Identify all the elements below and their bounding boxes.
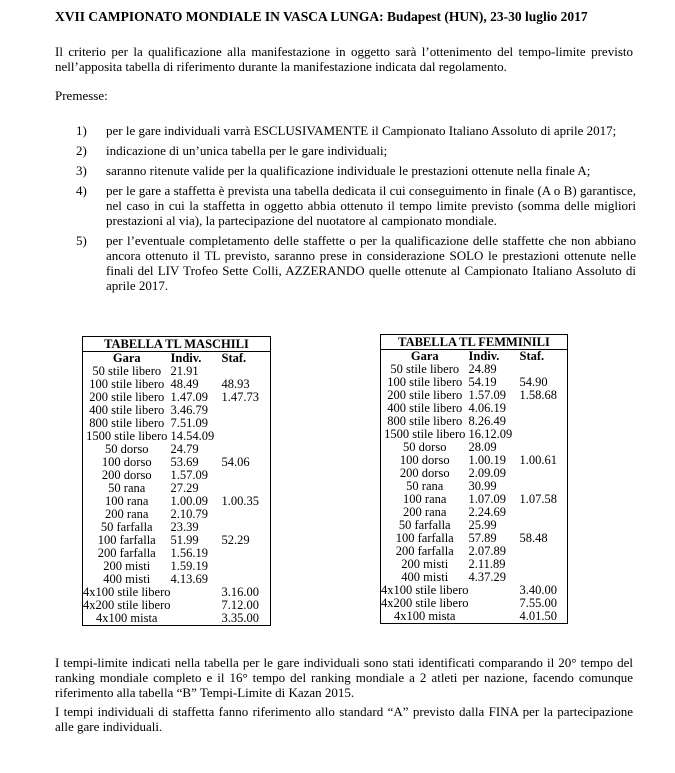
cell-indiv: 24.89: [468, 362, 497, 376]
cell-gara: 50 dorso: [105, 442, 149, 456]
cell-staf: 4.01.50: [519, 609, 557, 623]
cell-gara: 4x100 stile libero: [381, 583, 469, 597]
cell-indiv: 4.13.69: [170, 572, 208, 586]
cell-staf: [520, 415, 568, 428]
table-body: [381, 363, 567, 623]
cell-staf: [520, 545, 568, 558]
cell-indiv: [171, 599, 222, 612]
table-femminili: [380, 334, 568, 624]
cell-staf: 3.35.00: [221, 611, 259, 625]
cell-gara: 200 rana: [105, 507, 149, 521]
cell-indiv: 1.07.09: [468, 492, 506, 506]
cell-gara: 4x100 stile libero: [83, 585, 171, 599]
cell-gara: 1500 stile libero: [86, 429, 168, 443]
cell-staf: 1.47.73: [221, 390, 259, 404]
cell-indiv: 27.29: [170, 481, 199, 495]
list-item: [76, 233, 636, 293]
cell-indiv: 16.12.09: [468, 427, 513, 441]
cell-gara: 50 farfalla: [100, 520, 153, 534]
header-staf: Staf.: [221, 351, 247, 365]
cell-gara: 100 dorso: [101, 455, 152, 469]
cell-gara: 100 rana: [105, 494, 149, 508]
item-text: per le gare individuali varrà ESCLUSIVAMENTE il Campionato Italiano Assoluto di aprile 2017;: [106, 123, 617, 138]
cell-indiv: 23.39: [170, 520, 199, 534]
cell-staf: 52.29: [221, 533, 250, 547]
list-item: [76, 183, 636, 228]
cell-gara: 800 stile libero: [89, 416, 165, 430]
cell-staf: [222, 560, 271, 573]
cell-gara: 400 stile libero: [89, 403, 165, 417]
cell-indiv: 28.09: [468, 440, 497, 454]
cell-staf: [222, 508, 271, 521]
cell-gara: 200 rana: [403, 505, 447, 519]
cell-staf: 3.40.00: [519, 583, 557, 597]
item-number: 3): [76, 163, 87, 178]
cell-gara: 4x100 mista: [394, 609, 456, 623]
list-item: [76, 163, 636, 178]
cell-staf: 7.12.00: [221, 598, 259, 612]
cell-gara: 400 stile libero: [387, 401, 463, 415]
cell-indiv: 1.57.09: [468, 388, 506, 402]
cell-staf: 1.07.58: [519, 492, 557, 506]
header-staf: Staf.: [519, 349, 545, 363]
table-maschili: [82, 336, 271, 626]
item-number: 4): [76, 183, 87, 198]
cell-indiv: 7.51.09: [170, 416, 208, 430]
cell-gara: 800 stile libero: [387, 414, 463, 428]
document-title: XVII CAMPIONATO MONDIALE IN VASCA LUNGA: Budapest (HUN), 23-30 luglio 2017: [55, 9, 588, 24]
cell-gara: 50 farfalla: [398, 518, 451, 532]
cell-indiv: 2.24.69: [468, 505, 506, 519]
cell-indiv: 1.56.19: [170, 546, 208, 560]
cell-gara: 200 stile libero: [89, 390, 165, 404]
cell-staf: 54.90: [519, 375, 548, 389]
cell-gara: 400 misti: [103, 572, 151, 586]
cell-gara: 100 stile libero: [89, 377, 165, 391]
footer-paragraph-1: I tempi-limite indicati nella tabella per le gare individuali sono stati identificati comparando il 20° tempo del ranking mondiale completo e il 16° tempo del ranking mondiale a 2 atleti per nazione, facendo comunque riferimento alla tabella “B” Tempi-Limite di Kazan 2015.: [55, 655, 633, 700]
cell-indiv: 14.54.09: [170, 429, 215, 443]
cell-gara: 100 farfalla: [395, 531, 454, 545]
cell-gara: 50 rana: [406, 479, 444, 493]
cell-indiv: 2.10.79: [170, 507, 208, 521]
cell-gara: 50 stile libero: [92, 364, 162, 378]
table-row: [381, 610, 567, 623]
cell-indiv: 4.37.29: [468, 570, 506, 584]
cell-gara: 50 stile libero: [390, 362, 460, 376]
table-caption: TABELLA TL MASCHILI: [83, 337, 270, 352]
cell-indiv: 1.00.09: [170, 494, 208, 508]
premesse-label: Premesse:: [55, 88, 108, 103]
cell-indiv: 1.59.19: [170, 559, 208, 573]
cell-gara: 50 dorso: [403, 440, 447, 454]
cell-indiv: 48.49: [170, 377, 199, 391]
cell-staf: [520, 428, 568, 441]
cell-indiv: 1.47.09: [170, 390, 208, 404]
cell-staf: [520, 558, 568, 571]
header-gara: Gara: [112, 351, 141, 365]
cell-indiv: 2.07.89: [468, 544, 506, 558]
cell-staf: 48.93: [221, 377, 250, 391]
cell-gara: 200 dorso: [101, 468, 152, 482]
table-caption: TABELLA TL FEMMINILI: [381, 335, 567, 350]
cell-indiv: 2.09.09: [468, 466, 506, 480]
cell-indiv: 57.89: [468, 531, 497, 545]
cell-gara: 200 dorso: [399, 466, 450, 480]
cell-indiv: [469, 597, 520, 610]
cell-indiv: 8.26.49: [468, 414, 506, 428]
cell-indiv: 54.19: [468, 375, 497, 389]
cell-indiv: 25.99: [468, 518, 497, 532]
cell-gara: 100 dorso: [399, 453, 450, 467]
cell-staf: [520, 467, 568, 480]
cell-indiv: 1.57.09: [170, 468, 208, 482]
cell-indiv: 30.99: [468, 479, 497, 493]
item-text: saranno ritenute valide per la qualificazione individuale le prestazioni ottenute nella finale A;: [106, 163, 591, 178]
header-indiv: Indiv.: [468, 349, 500, 363]
cell-gara: 4x200 stile libero: [83, 598, 171, 612]
cell-indiv: 2.11.89: [468, 557, 506, 571]
cell-gara: 200 farfalla: [395, 544, 454, 558]
cell-gara: 200 misti: [103, 559, 151, 573]
cell-indiv: [171, 612, 222, 625]
cell-indiv: 51.99: [170, 533, 199, 547]
cell-indiv: [469, 584, 520, 597]
cell-staf: 7.55.00: [519, 596, 557, 610]
header-gara: Gara: [410, 349, 439, 363]
cell-indiv: 3.46.79: [170, 403, 208, 417]
table-row: [83, 612, 270, 625]
cell-indiv: [171, 586, 222, 599]
cell-gara: 200 farfalla: [97, 546, 156, 560]
cell-staf: [222, 430, 271, 443]
cell-staf: 1.00.61: [519, 453, 557, 467]
header-indiv: Indiv.: [170, 351, 202, 365]
cell-gara: 4x200 stile libero: [381, 596, 469, 610]
item-text: per le gare a staffetta è prevista una tabella dedicata il cui conseguimento in finale (A o B) garantisce, nel caso in cui la staffetta in oggetto abbia ottenuto il tempo limite previsto (somma delle migliori prestazioni al via), la partecipazione del nuotatore al campionato mondiale.: [106, 183, 636, 228]
cell-staf: [222, 404, 271, 417]
cell-gara: 50 rana: [108, 481, 146, 495]
item-number: 2): [76, 143, 87, 158]
cell-indiv: [469, 610, 520, 623]
cell-indiv: 21.91: [170, 364, 199, 378]
cell-staf: [222, 417, 271, 430]
footer-paragraph-2: I tempi individuali di staffetta fanno riferimento allo standard “A” previsto dalla FINA per la partecipazione alle gare individuali.: [55, 704, 633, 734]
cell-staf: [222, 469, 271, 482]
cell-gara: 4x100 mista: [96, 611, 158, 625]
cell-staf: 54.06: [221, 455, 250, 469]
list-item: [76, 123, 636, 138]
premesse-list: [76, 123, 636, 298]
cell-gara: 1500 stile libero: [384, 427, 466, 441]
item-text: per l’eventuale completamento delle staffette o per la qualificazione delle staffette che non abbiano ancora ottenuto il TL previsto, saranno prese in considerazione SOLO le prestazioni ottenute nelle finali del LIV Trofeo Sette Colli, AZZERANDO quelle ottenute al Campionato Italiano Assoluto di aprile 2017.: [106, 233, 636, 293]
cell-staf: 1.00.35: [221, 494, 259, 508]
cell-gara: 100 rana: [403, 492, 447, 506]
item-text: indicazione di un’unica tabella per le gare individuali;: [106, 143, 388, 158]
cell-indiv: 53.69: [170, 455, 199, 469]
item-number: 5): [76, 233, 87, 248]
cell-staf: [222, 547, 271, 560]
cell-indiv: 1.00.19: [468, 453, 506, 467]
cell-staf: 1.58.68: [519, 388, 557, 402]
cell-staf: 3.16.00: [221, 585, 259, 599]
cell-staf: [520, 506, 568, 519]
cell-gara: 400 misti: [401, 570, 449, 584]
intro-paragraph: Il criterio per la qualificazione alla manifestazione in oggetto sarà l’ottenimento del tempo-limite previsto nell’apposita tabella di riferimento durante la manifestazione indicata dal regolamento.: [55, 44, 633, 74]
table-body: [83, 365, 270, 625]
cell-gara: 100 farfalla: [97, 533, 156, 547]
item-number: 1): [76, 123, 87, 138]
cell-staf: [520, 402, 568, 415]
cell-indiv: 4.06.19: [468, 401, 506, 415]
cell-gara: 100 stile libero: [387, 375, 463, 389]
cell-gara: 200 misti: [401, 557, 449, 571]
cell-indiv: 24.79: [170, 442, 199, 456]
list-item: [76, 143, 636, 158]
cell-staf: 58.48: [519, 531, 548, 545]
cell-gara: 200 stile libero: [387, 388, 463, 402]
